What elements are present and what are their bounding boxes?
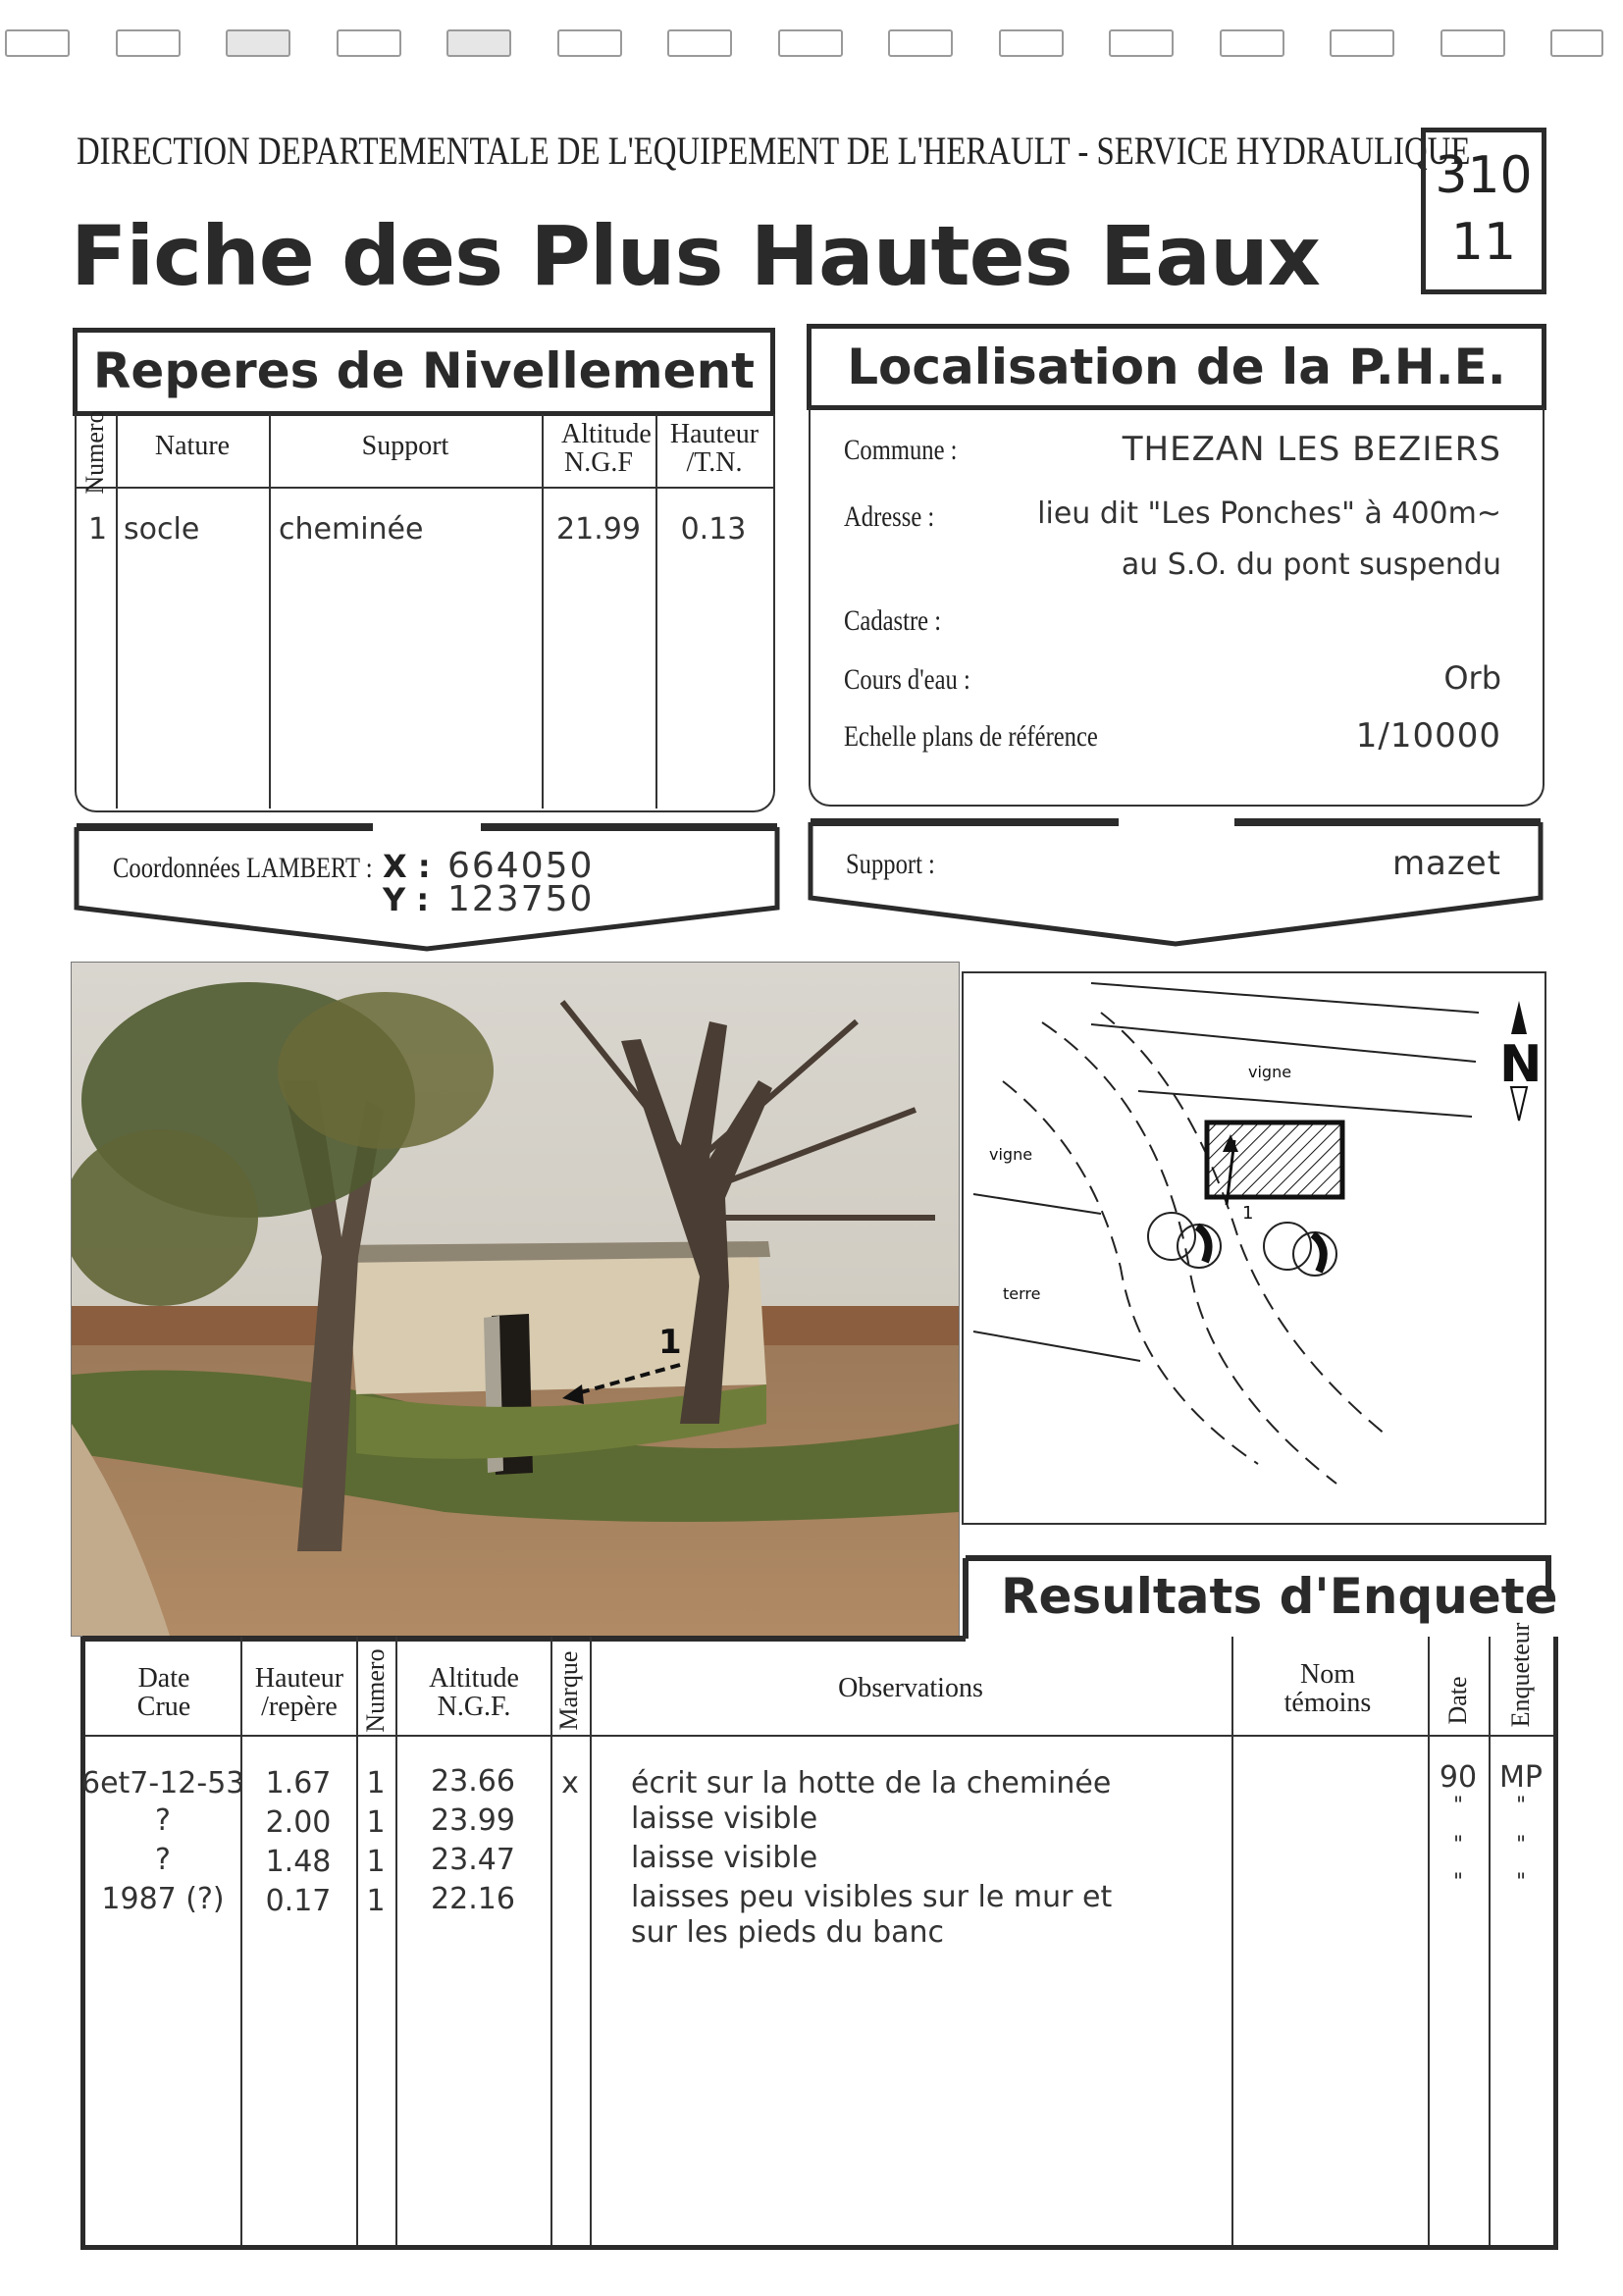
- cell-observations: laisse visible: [631, 1801, 818, 1836]
- adresse-line-1: lieu dit "Les Ponches" à 400m~: [1037, 496, 1501, 531]
- cell-hauteur: 1.67: [265, 1766, 332, 1800]
- echelle-label: Echelle plans de référence: [844, 720, 1098, 753]
- cell-enqueteur: ": [1515, 1794, 1527, 1818]
- localisation-title: Localisation de la P.H.E.: [847, 339, 1506, 395]
- reperes-table: [75, 410, 775, 812]
- resultats-table: [80, 1622, 1558, 2250]
- reperes-title-box: [73, 328, 775, 416]
- cell-marque: x: [561, 1766, 579, 1800]
- page-title: Fiche des Plus Hautes Eaux: [71, 208, 1320, 304]
- reperes-cell-nature: socle: [124, 512, 200, 547]
- cell-altitude: 23.66: [431, 1764, 515, 1799]
- commune-label: Commune :: [844, 434, 958, 466]
- reperes-cell-support: cheminée: [279, 512, 424, 547]
- resultats-col-marque: Marque: [554, 1650, 583, 1731]
- binder-hole: [557, 29, 622, 57]
- cell-hauteur: 1.48: [265, 1845, 332, 1879]
- localisation-title-box: [807, 324, 1546, 410]
- echelle-value: 1/10000: [1355, 716, 1501, 756]
- binder-hole: [1550, 29, 1603, 57]
- reperes-col-support: Support: [361, 431, 449, 461]
- resultats-col-date-crue: Date Crue: [136, 1663, 191, 1723]
- cours-eau-value: Orb: [1443, 659, 1501, 697]
- adresse-line-2: au S.O. du pont suspendu: [1121, 548, 1501, 582]
- cell-enqueteur: ": [1515, 1833, 1527, 1857]
- cell-observations: écrit sur la hotte de la cheminée: [631, 1766, 1112, 1800]
- cell-altitude: 23.47: [431, 1843, 515, 1877]
- site-photo-illustration: [72, 963, 959, 1636]
- resultats-title: Resultats d'Enquete: [1001, 1568, 1558, 1625]
- cell-hauteur: 2.00: [265, 1805, 332, 1840]
- lambert-y-value: 123750: [447, 879, 595, 919]
- binder-hole: [888, 29, 953, 57]
- resultats-col-hauteur: Hauteur /repère: [254, 1663, 344, 1723]
- map-marker-label: 1: [1242, 1203, 1254, 1224]
- cell-altitude: 23.99: [431, 1803, 515, 1838]
- map-label-vigne-top: vigne: [1248, 1063, 1292, 1081]
- cell-numero: 1: [366, 1766, 386, 1800]
- map-label-terre: terre: [1003, 1284, 1041, 1303]
- binder-hole: [1330, 29, 1394, 57]
- binder-hole: [337, 29, 401, 57]
- reference-number-top: 310: [1435, 146, 1533, 205]
- cell-enqueteur: ": [1515, 1870, 1527, 1895]
- cell-numero: 1: [366, 1805, 386, 1840]
- cadastre-label: Cadastre :: [844, 604, 942, 637]
- north-arrow-icon: [1511, 1001, 1527, 1034]
- site-photo: [71, 962, 960, 1637]
- reperes-cell-hauteur: 0.13: [680, 512, 747, 547]
- cell-observations: laisse visible: [631, 1841, 818, 1875]
- cell-date-crue: 1987 (?): [101, 1882, 225, 1916]
- cell-numero: 1: [366, 1884, 386, 1918]
- binder-hole: [1109, 29, 1174, 57]
- binder-hole: [116, 29, 181, 57]
- cell-observations: laisses peu visibles sur le mur et: [631, 1880, 1113, 1914]
- institution-header: DIRECTION DEPARTEMENTALE DE L'EQUIPEMENT DE L'HERAULT - SERVICE HYDRAULIQUE: [77, 129, 1471, 173]
- map-label-vigne-left: vigne: [989, 1145, 1033, 1164]
- reperes-cell-altitude: 21.99: [556, 512, 641, 547]
- lambert-x-value: 664050: [447, 846, 595, 886]
- binder-hole: [5, 29, 70, 57]
- cell-date-crue: ?: [155, 1843, 171, 1877]
- resultats-col-observations: Observations: [838, 1673, 983, 1703]
- location-map: [962, 971, 1546, 1525]
- lambert-x-label: X :: [383, 848, 431, 885]
- reperes-col-nature: Nature: [154, 431, 231, 461]
- reperes-title: Reperes de Nivellement: [92, 342, 756, 399]
- lambert-label: Coordonnées LAMBERT :: [113, 852, 373, 884]
- resultats-col-date: Date: [1443, 1676, 1472, 1725]
- cell-date: ": [1452, 1870, 1464, 1895]
- cell-date: ": [1452, 1833, 1464, 1857]
- cell-date-crue: 6et7-12-53: [81, 1766, 245, 1800]
- reperes-col-hauteur: Hauteur /T.N.: [669, 419, 759, 479]
- cell-date: ": [1452, 1794, 1464, 1818]
- cours-eau-label: Cours d'eau :: [844, 663, 970, 696]
- binder-hole: [778, 29, 843, 57]
- location-map-drawing: [964, 973, 1544, 1523]
- adresse-label: Adresse :: [844, 500, 935, 533]
- binder-hole: [667, 29, 732, 57]
- support-label: Support :: [846, 848, 935, 880]
- support-value: mazet: [1391, 844, 1501, 883]
- reference-box: [1421, 128, 1546, 294]
- resultats-col-temoins: Nom témoins: [1283, 1659, 1372, 1719]
- binder-hole: [1440, 29, 1505, 57]
- photo-marker-label: 1: [658, 1323, 682, 1362]
- reperes-col-numero: Numero: [80, 410, 109, 495]
- resultats-col-enqueteur: Enqueteur: [1506, 1622, 1535, 1728]
- cell-hauteur: 0.17: [265, 1884, 332, 1918]
- binder-hole: [226, 29, 290, 57]
- observation-continuation: sur les pieds du banc: [631, 1915, 945, 1950]
- cell-date: 90: [1439, 1760, 1478, 1795]
- lambert-y-label: Y :: [383, 881, 430, 918]
- cell-date-crue: ?: [155, 1803, 171, 1838]
- binder-hole: [999, 29, 1064, 57]
- binder-hole: [446, 29, 511, 57]
- north-label: N: [1499, 1035, 1543, 1094]
- commune-value: THEZAN LES BEZIERS: [1122, 430, 1501, 469]
- reperes-cell-numero: 1: [88, 512, 108, 547]
- cell-enqueteur: MP: [1499, 1760, 1543, 1795]
- cell-altitude: 22.16: [431, 1882, 515, 1916]
- resultats-col-altitude: Altitude N.G.F.: [429, 1663, 519, 1723]
- reperes-col-altitude: Altitude N.G.F: [561, 419, 652, 479]
- reference-number-bottom: 11: [1450, 213, 1517, 272]
- resultats-col-numero: Numero: [361, 1648, 390, 1733]
- cell-numero: 1: [366, 1845, 386, 1879]
- binder-hole: [1220, 29, 1284, 57]
